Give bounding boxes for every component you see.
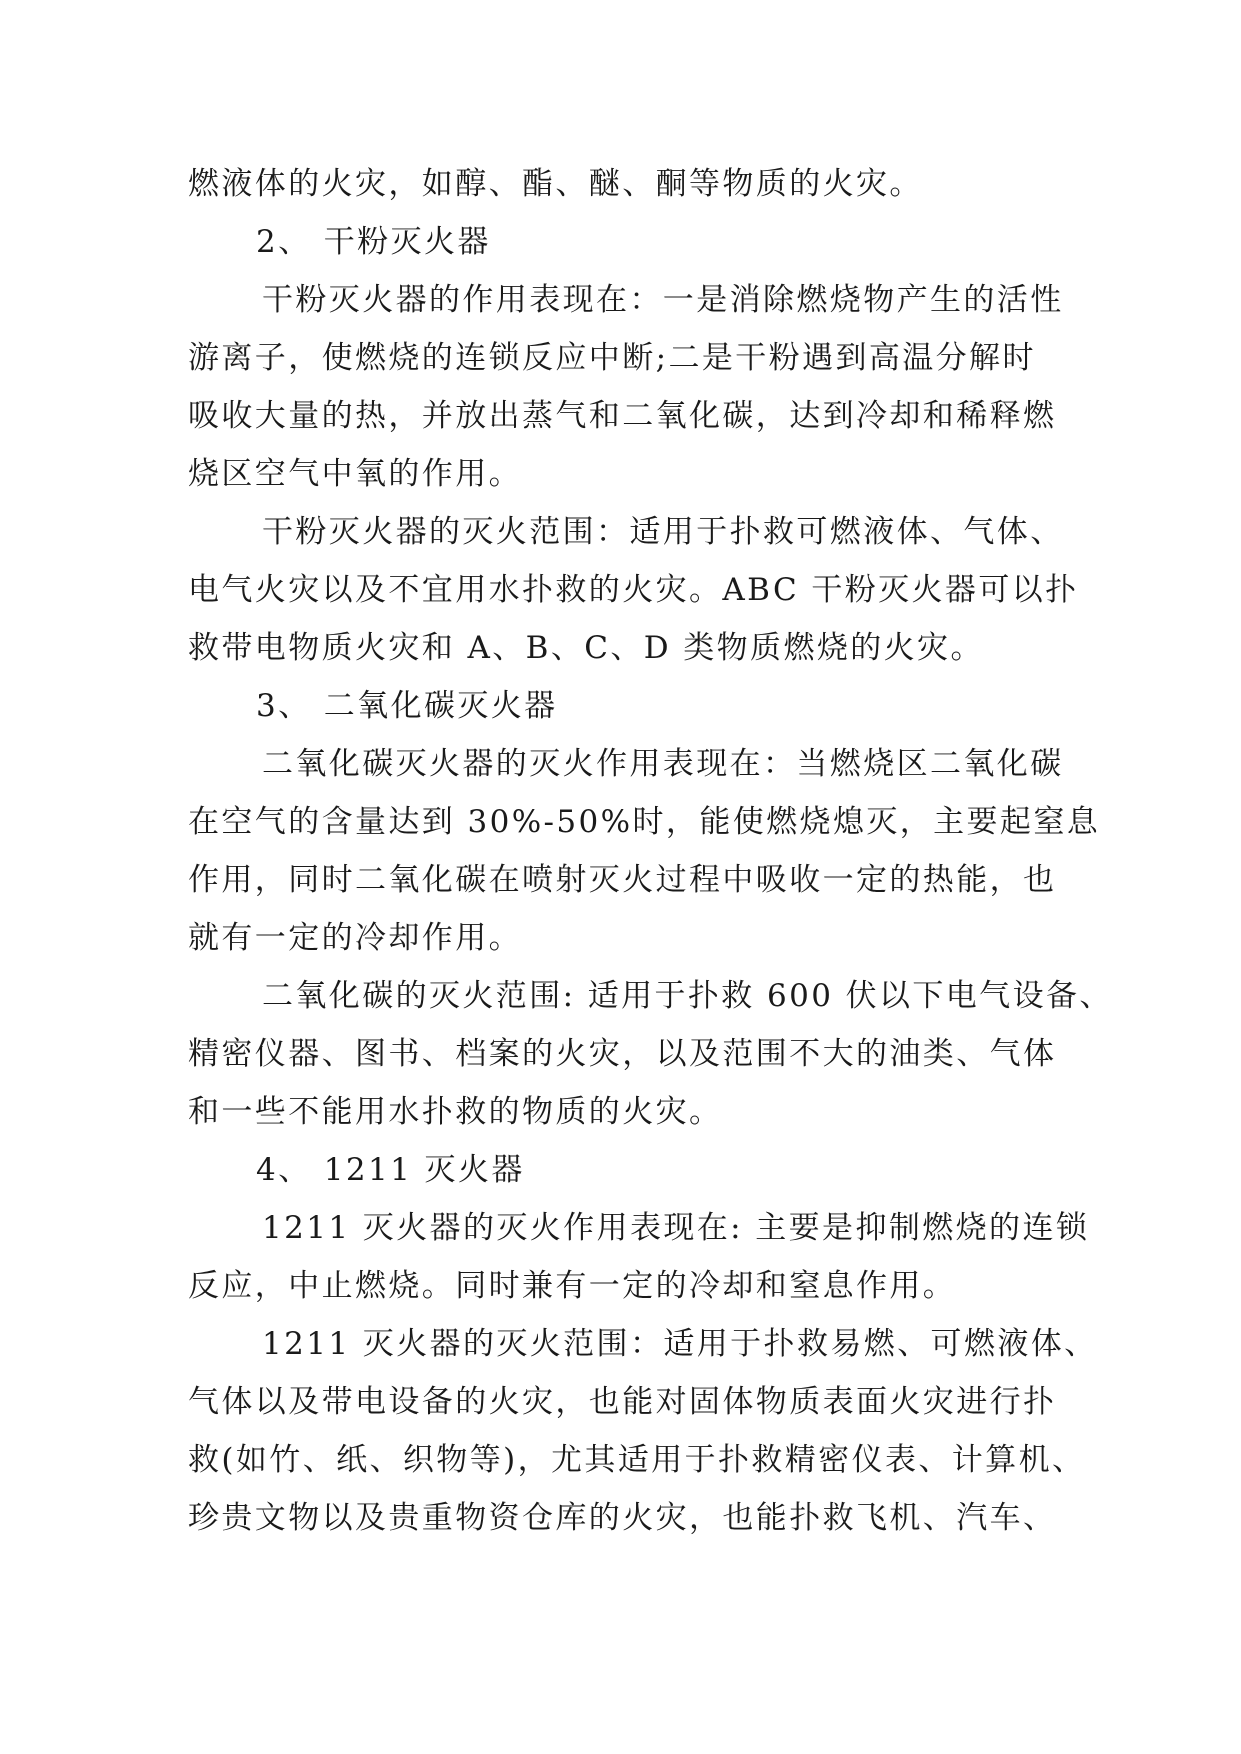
- text-line: 作用，同时二氧化碳在喷射灭火过程中吸收一定的热能，也: [188, 862, 1057, 898]
- section-heading: 3、 二氧化碳灭火器: [256, 688, 558, 724]
- text-line: 游离子，使燃烧的连锁反应中断;二是干粉遇到高温分解时: [188, 340, 1036, 376]
- text-line: 救(如竹、纸、织物等)，尤其适用于扑救精密仪表、计算机、: [188, 1442, 1086, 1478]
- text-line: 吸收大量的热，并放出蒸气和二氧化碳，达到冷却和稀释燃: [188, 398, 1057, 434]
- text-line: 干粉灭火器的灭火范围：适用于扑救可燃液体、气体、: [262, 514, 1064, 550]
- section-heading: 2、 干粉灭火器: [256, 224, 491, 260]
- text-line: 烧区空气中氧的作用。: [188, 456, 522, 492]
- text-line: 和一些不能用水扑救的物质的火灾。: [188, 1094, 723, 1130]
- text-line: 珍贵文物以及贵重物资仓库的火灾，也能扑救飞机、汽车、: [188, 1500, 1057, 1536]
- text-line: 在空气的含量达到 30%-50%时，能使燃烧熄灭，主要起窒息: [188, 804, 1101, 840]
- text-line: 1211 灭火器的灭火作用表现在: 主要是抑制燃烧的连锁: [262, 1210, 1090, 1246]
- text-line: 干粉灭火器的作用表现在：一是消除燃烧物产生的活性: [262, 282, 1064, 318]
- text-line: 二氧化碳灭火器的灭火作用表现在：当燃烧区二氧化碳: [262, 746, 1064, 782]
- text-line: 气体以及带电设备的火灾，也能对固体物质表面火灾进行扑: [188, 1384, 1057, 1420]
- text-line: 就有一定的冷却作用。: [188, 920, 522, 956]
- text-line: 燃液体的火灾，如醇、酯、醚、酮等物质的火灾。: [188, 166, 923, 202]
- text-line: 1211 灭火器的灭火范围：适用于扑救易燃、可燃液体、: [262, 1326, 1098, 1362]
- text-line: 电气火灾以及不宜用水扑救的火灾。ABC 干粉灭火器可以扑: [188, 572, 1079, 608]
- section-heading: 4、 1211 灭火器: [256, 1152, 525, 1188]
- text-line: 救带电物质火灾和 A、B、C、D 类物质燃烧的火灾。: [188, 630, 984, 666]
- text-line: 反应，中止燃烧。同时兼有一定的冷却和窒息作用。: [188, 1268, 957, 1304]
- text-line: 精密仪器、图书、档案的火灾，以及范围不大的油类、气体: [188, 1036, 1057, 1072]
- text-line: 二氧化碳的灭火范围: 适用于扑救 600 伏以下电气设备、: [262, 978, 1113, 1014]
